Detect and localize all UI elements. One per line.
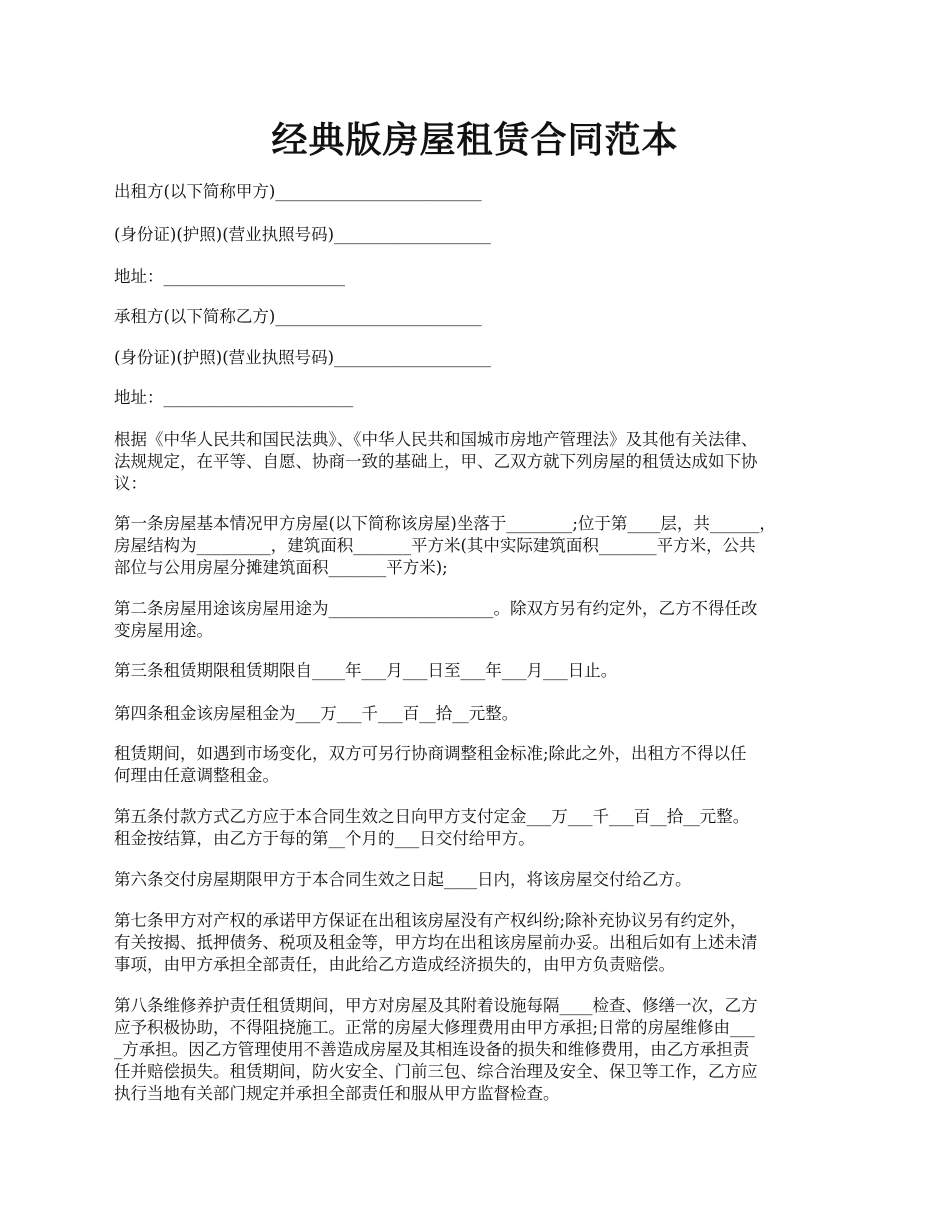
document-title: 经典版房屋租赁合同范本 bbox=[271, 119, 679, 161]
lessee-address-line: 地址：_______________________ bbox=[114, 388, 354, 407]
article-5-paragraph: 第五条付款方式乙方应于本合同生效之日向甲方支付定金___万___千___百__拾__元整。 租金按结算，由乙方于每的第__个月的___日交付给甲方。 bbox=[114, 807, 750, 848]
lessor-id-line: (身份证)(护照)(营业执照号码)___________________ bbox=[114, 225, 491, 244]
lessor-address-line: 地址：______________________ bbox=[114, 267, 345, 286]
article-4-paragraph: 第四条租金该房屋租金为___万___千___百__拾__元整。 bbox=[114, 704, 519, 723]
preamble-paragraph: 根据《中华人民共和国民法典》、《中华人民共和国城市房地产管理法》及其他有关法律、 法规规定，在平等、自愿、协商一致的基础上，甲、乙双方就下列房屋的租赁达成如下协 议： bbox=[114, 430, 758, 493]
article-7-paragraph: 第七条甲方对产权的承诺甲方保证在出租该房屋没有产权纠纷;除补充协议另有约定外， 有关按揭、抵押债务、税项及租金等，甲方均在出租该房屋前办妥。出租后如有上述未清 事项，由甲方承担全部责任，由此给乙方造成经济损失的，由甲方负责赔偿。 bbox=[114, 911, 758, 974]
lessee-id-line: (身份证)(护照)(营业执照号码)___________________ bbox=[114, 348, 491, 367]
lessee-name-line: 承租方(以下简称乙方)_________________________ bbox=[114, 307, 482, 326]
article-2-paragraph: 第二条房屋用途该房屋用途为____________________。除双方另有约定外，乙方不得任改 变房屋用途。 bbox=[114, 599, 758, 640]
rent-adjustment-paragraph: 租赁期间，如遇到市场变化，双方可另行协商调整租金标准;除此之外，出租方不得以任 何理由任意调整租金。 bbox=[114, 744, 747, 785]
article-8-paragraph: 第八条维修养护责任租赁期间，甲方对房屋及其附着设施每隔____检查、修缮一次，乙方 应予积极协助，不得阻挠施工。正常的房屋大修理费用由甲方承担;日常的房屋维修由___ _方承担。因乙方管理使用不善造成房屋及其相连设备的损失和维修费用，由乙方承担责 任并赔偿损失。租赁期间，防火安全、门前三包、综合治理及安全、保卫等工作，乙方应 执行当地有关部门规定并承担全部责任和服从甲方监督检查。 bbox=[114, 996, 758, 1103]
article-6-paragraph: 第六条交付房屋期限甲方于本合同生效之日起____日内，将该房屋交付给乙方。 bbox=[114, 870, 692, 889]
article-1-paragraph: 第一条房屋基本情况甲方房屋(以下简称该房屋)坐落于________;位于第____层，共______， 房屋结构为_________，建筑面积_______平方米(其中实际建筑面积_______平方米，公共 部位与公用房屋分摊建筑面积_______平方米); bbox=[114, 514, 776, 577]
lessor-name-line: 出租方(以下简称甲方)_________________________ bbox=[114, 182, 482, 201]
article-3-paragraph: 第三条租赁期限租赁期限自____年___月___日至___年___月___日止。 bbox=[114, 661, 618, 680]
